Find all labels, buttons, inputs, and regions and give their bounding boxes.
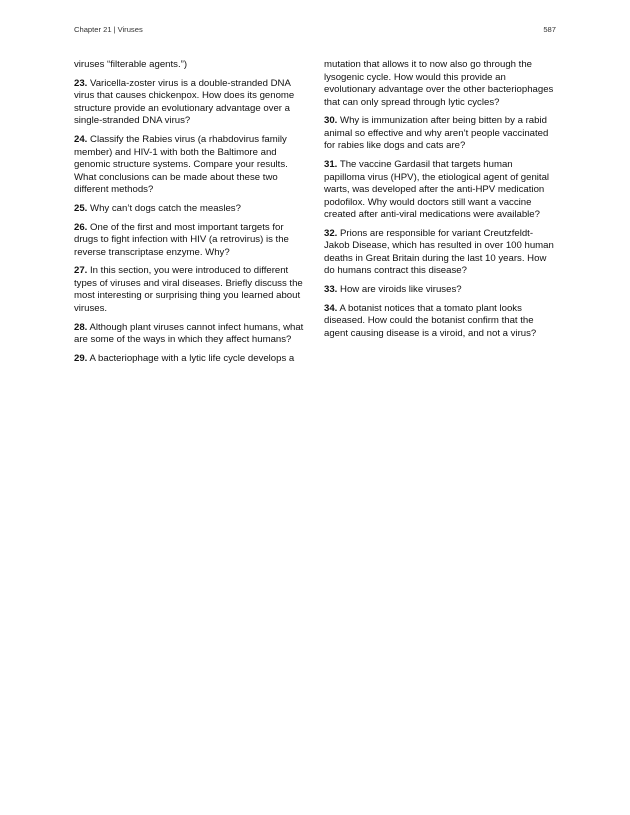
question-text: Prions are responsible for variant Creutzfeldt-Jakob Disease, which has resulted in over 100 human deaths in Great Britain during the last 10 years. How do humans contract this disease? <box>324 227 554 277</box>
question-text: In this section, you were introduced to different types of viruses and viral diseases. Briefly discuss the most interesting or surprising thing you learned about viruses. <box>74 265 303 314</box>
question-number: 27. <box>74 265 88 277</box>
question-text: Although plant viruses cannot infect humans, what are some of the ways in which they affect humans? <box>74 321 304 346</box>
question-continuation <box>74 59 306 72</box>
chapter-label: Chapter 21 <box>74 25 112 34</box>
question-number: 31. <box>324 159 338 171</box>
question-34 <box>324 303 556 341</box>
question-29 <box>74 353 306 366</box>
question-number: 23. <box>74 77 88 89</box>
chapter-breadcrumb <box>74 25 143 34</box>
question-23 <box>74 78 306 128</box>
question-26 <box>74 222 306 260</box>
question-31 <box>324 159 556 222</box>
left-column <box>74 59 306 372</box>
question-text: mutation that allows it to now also go through the lysogenic cycle. How would this provide an evolutionary advantage over the other bacteriophages that can only spread through lytic cycles? <box>324 59 554 108</box>
question-text: Varicella-zoster virus is a double-stranded DNA virus that causes chickenpox. How does its genome structure provide an evolutionary advantage over a single-stranded DNA virus? <box>74 77 295 127</box>
question-27 <box>74 265 306 315</box>
question-text: A bacteriophage with a lytic life cycle develops a <box>89 353 295 365</box>
question-30 <box>324 115 556 153</box>
question-28 <box>74 322 306 347</box>
question-number: 34. <box>324 302 338 314</box>
question-text: viruses “filterable agents.”) <box>74 59 188 70</box>
page-number: 587 <box>543 25 556 34</box>
question-number: 30. <box>324 115 338 127</box>
right-column <box>324 59 556 347</box>
question-32 <box>324 228 556 278</box>
question-text: A botanist notices that a tomato plant looks diseased. How could the botanist confirm that the agent causing disease is a viroid, and not a virus? <box>324 302 537 339</box>
question-24 <box>74 134 306 197</box>
question-text: How are viroids like viruses? <box>340 284 462 296</box>
question-continuation <box>324 59 556 109</box>
question-number: 32. <box>324 227 338 239</box>
question-25 <box>74 203 306 216</box>
question-text: Why can’t dogs catch the measles? <box>90 202 241 214</box>
question-text: One of the first and most important targets for drugs to fight infection with HIV (a retrovirus) is the reverse transcriptase enzyme. Why? <box>74 221 289 258</box>
question-number: 33. <box>324 284 338 296</box>
question-number: 24. <box>74 134 88 146</box>
question-number: 28. <box>74 321 88 333</box>
section-label: Viruses <box>117 25 143 34</box>
question-text: Classify the Rabies virus (a rhabdovirus family member) and HIV-1 with both the Baltimore and genomic structure systems. Compare your results. What conclusions can be made about these two different methods? <box>74 134 288 196</box>
running-header <box>74 25 556 37</box>
question-number: 25. <box>74 202 88 214</box>
question-number: 26. <box>74 221 88 233</box>
question-text: The vaccine Gardasil that targets human papilloma virus (HPV), the etiological agent of genital warts, was developed after the anti-HPV medication podofilox. Why would doctors still want a vaccine created after anti-viral medications were available? <box>324 159 550 221</box>
breadcrumb-separator: | <box>113 25 116 34</box>
question-text: Why is immunization after being bitten by a rabid animal so effective and why aren’t people vaccinated for rabies like dogs and cats are? <box>324 115 549 152</box>
question-33 <box>324 284 556 297</box>
question-number: 29. <box>74 353 88 365</box>
